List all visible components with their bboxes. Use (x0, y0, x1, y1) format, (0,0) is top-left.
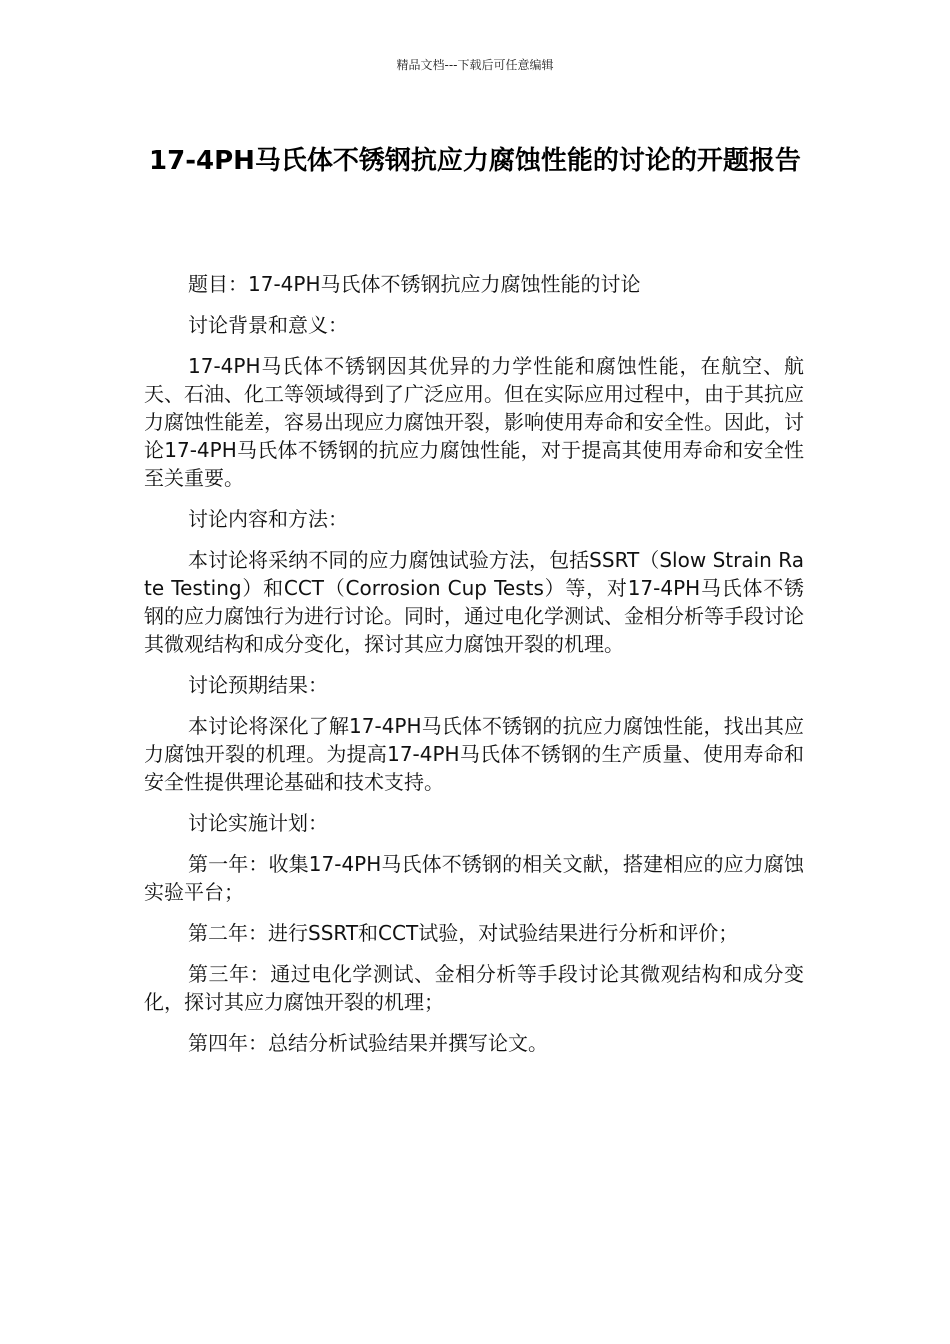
plan-year-2: 第二年：进行SSRT和CCT试验，对试验结果进行分析和评价； (188, 921, 739, 945)
section-heading-methods: 讨论内容和方法： (188, 507, 348, 531)
plan-year-3: 第三年：通过电化学测试、金相分析等手段讨论其微观结构和成分变化，探讨其应力腐蚀开裂的机理； (144, 962, 804, 1014)
plan-year-4: 第四年：总结分析试验结果并撰写论文。 (188, 1031, 548, 1055)
section-heading-plan: 讨论实施计划： (188, 811, 328, 835)
background-paragraph: 17-4PH马氏体不锈钢因其优异的力学性能和腐蚀性能，在航空、航天、石油、化工等领域得到了广泛应用。但在实际应用过程中，由于其抗应力腐蚀性能差，容易出现应力腐蚀开裂，影响使用寿命和安全性。因此，讨论17-4PH马氏体不锈钢的抗应力腐蚀性能，对于提高其使用寿命和安全性至关重要。 (144, 354, 804, 490)
topic-paragraph: 题目：17-4PH马氏体不锈钢抗应力腐蚀性能的讨论 (188, 272, 641, 296)
page-header: 精品文档---下载后可任意编辑 (396, 58, 554, 72)
section-heading-background: 讨论背景和意义： (188, 313, 348, 337)
methods-paragraph: 本讨论将采纳不同的应力腐蚀试验方法，包括SSRT（Slow Strain Rate Testing）和CCT（Corrosion Cup Tests）等，对17-4PH马氏体不锈钢的应力腐蚀行为进行讨论。同时，通过电化学测试、金相分析等手段讨论其微观结构和成分变化，探讨其应力腐蚀开裂的机理。 (144, 548, 804, 656)
plan-year-1: 第一年：收集17-4PH马氏体不锈钢的相关文献，搭建相应的应力腐蚀实验平台； (144, 852, 804, 904)
document-title: 17-4PH马氏体不锈钢抗应力腐蚀性能的讨论的开题报告 (149, 146, 801, 176)
expected-results-paragraph: 本讨论将深化了解17-4PH马氏体不锈钢的抗应力腐蚀性能，找出其应力腐蚀开裂的机理。为提高17-4PH马氏体不锈钢的生产质量、使用寿命和安全性提供理论基础和技术支持。 (144, 714, 804, 794)
document-body (144, 270, 804, 1070)
section-heading-expected-results: 讨论预期结果： (188, 673, 328, 697)
